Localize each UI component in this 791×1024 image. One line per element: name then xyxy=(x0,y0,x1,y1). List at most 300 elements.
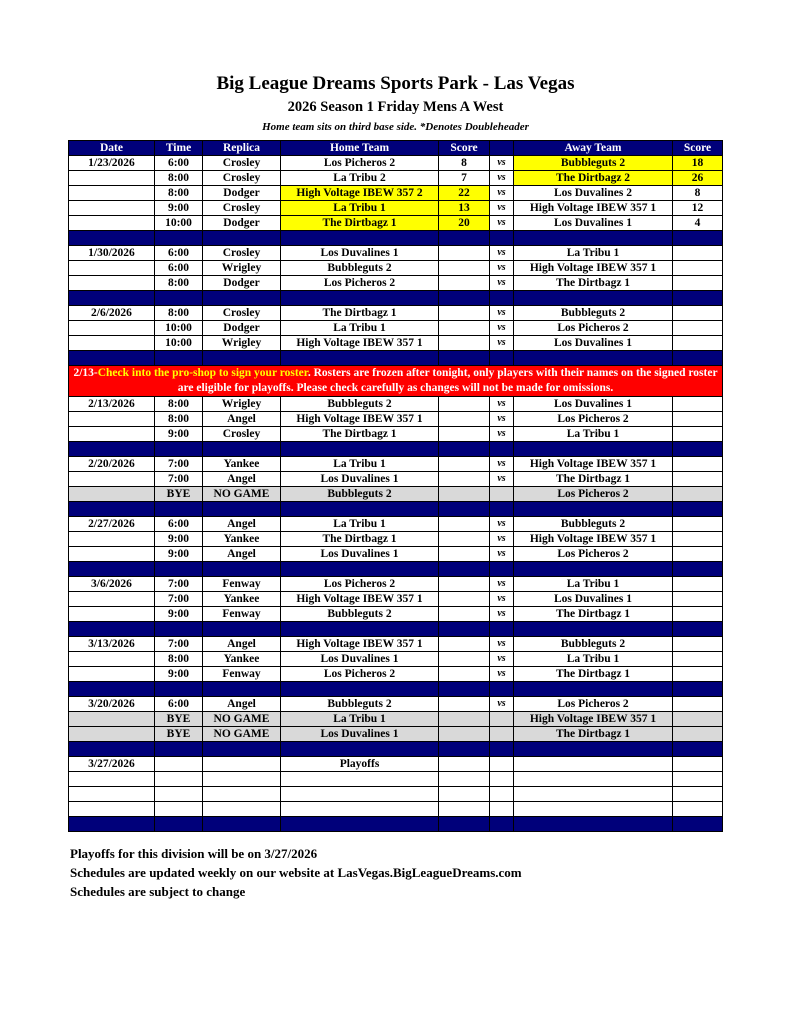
separator-cell xyxy=(203,562,281,577)
game-date xyxy=(69,772,155,787)
home-team: Playoffs xyxy=(281,757,439,772)
week-separator xyxy=(69,442,723,457)
empty-row xyxy=(69,802,723,817)
away-score xyxy=(673,592,723,607)
away-team: Bubbleguts 2 xyxy=(514,517,673,532)
away-score xyxy=(673,412,723,427)
game-date xyxy=(69,487,155,502)
game-time: 8:00 xyxy=(155,412,203,427)
home-team xyxy=(281,802,439,817)
game-row xyxy=(69,261,723,276)
game-date: 2/13/2026 xyxy=(69,397,155,412)
home-team: La Tribu 1 xyxy=(281,201,439,216)
game-row xyxy=(69,577,723,592)
away-team: La Tribu 1 xyxy=(514,652,673,667)
game-time: 7:00 xyxy=(155,577,203,592)
game-time: 7:00 xyxy=(155,457,203,472)
separator-cell xyxy=(514,817,673,832)
separator-cell xyxy=(514,622,673,637)
game-time: BYE xyxy=(155,487,203,502)
separator-cell xyxy=(673,442,723,457)
away-score xyxy=(673,637,723,652)
away-score xyxy=(673,397,723,412)
away-team xyxy=(514,757,673,772)
separator-cell xyxy=(69,231,155,246)
separator-cell xyxy=(281,351,439,366)
game-row xyxy=(69,246,723,261)
separator-cell xyxy=(155,442,203,457)
separator-cell xyxy=(69,562,155,577)
game-time: 6:00 xyxy=(155,697,203,712)
home-score: 7 xyxy=(439,171,490,186)
separator-cell xyxy=(673,231,723,246)
game-time: 6:00 xyxy=(155,517,203,532)
game-date: 2/6/2026 xyxy=(69,306,155,321)
home-score xyxy=(439,637,490,652)
game-time: 7:00 xyxy=(155,637,203,652)
away-score: 26 xyxy=(673,171,723,186)
game-date xyxy=(69,412,155,427)
separator-cell xyxy=(514,351,673,366)
away-score xyxy=(673,727,723,742)
game-row xyxy=(69,186,723,201)
home-score xyxy=(439,276,490,291)
separator-cell xyxy=(155,502,203,517)
home-team: Bubbleguts 2 xyxy=(281,487,439,502)
game-row xyxy=(69,697,723,712)
home-team: Bubbleguts 2 xyxy=(281,607,439,622)
game-row xyxy=(69,457,723,472)
game-date: 2/20/2026 xyxy=(69,457,155,472)
away-team: High Voltage IBEW 357 1 xyxy=(514,532,673,547)
home-team: The Dirtbagz 1 xyxy=(281,427,439,442)
home-team: La Tribu 1 xyxy=(281,517,439,532)
separator-cell xyxy=(439,351,490,366)
game-date: 3/20/2026 xyxy=(69,697,155,712)
game-date xyxy=(69,532,155,547)
away-score: 8 xyxy=(673,186,723,201)
separator-cell xyxy=(155,817,203,832)
away-team: Los Duvalines 1 xyxy=(514,216,673,231)
game-date: 1/30/2026 xyxy=(69,246,155,261)
separator-cell xyxy=(673,817,723,832)
vs-label: vs xyxy=(490,517,514,532)
separator-cell xyxy=(203,351,281,366)
field-replica: Crosley xyxy=(203,201,281,216)
separator-cell xyxy=(673,562,723,577)
notice-rest: . Rosters are frozen after tonight, only players with their names on the signed roster are eligible for playoffs. Please check carefully as changes will not be made for omissions. xyxy=(177,367,718,394)
separator-cell xyxy=(203,291,281,306)
separator-cell xyxy=(439,742,490,757)
away-score xyxy=(673,547,723,562)
home-score xyxy=(439,802,490,817)
away-team: Los Duvalines 1 xyxy=(514,397,673,412)
vs-label xyxy=(490,712,514,727)
game-date xyxy=(69,336,155,351)
field-replica: Crosley xyxy=(203,156,281,171)
home-score xyxy=(439,412,490,427)
separator-cell xyxy=(281,231,439,246)
game-date xyxy=(69,171,155,186)
away-score xyxy=(673,261,723,276)
away-team: Los Duvalines 1 xyxy=(514,592,673,607)
separator-cell xyxy=(490,562,514,577)
home-team: La Tribu 1 xyxy=(281,457,439,472)
game-time: 9:00 xyxy=(155,607,203,622)
separator-cell xyxy=(281,442,439,457)
separator-cell xyxy=(69,817,155,832)
separator-cell xyxy=(439,442,490,457)
field-replica: Dodger xyxy=(203,276,281,291)
field-replica: Crosley xyxy=(203,171,281,186)
separator-cell xyxy=(203,817,281,832)
vs-label: vs xyxy=(490,577,514,592)
home-score xyxy=(439,787,490,802)
week-separator xyxy=(69,291,723,306)
game-time: BYE xyxy=(155,727,203,742)
game-time: 9:00 xyxy=(155,547,203,562)
field-replica: Yankee xyxy=(203,457,281,472)
separator-cell xyxy=(203,622,281,637)
separator-cell xyxy=(203,682,281,697)
home-team: Los Picheros 2 xyxy=(281,156,439,171)
away-team: The Dirtbagz 1 xyxy=(514,607,673,622)
week-separator xyxy=(69,682,723,697)
game-row xyxy=(69,201,723,216)
separator-cell xyxy=(490,442,514,457)
away-team: La Tribu 1 xyxy=(514,427,673,442)
away-score xyxy=(673,787,723,802)
home-team: The Dirtbagz 1 xyxy=(281,306,439,321)
separator-cell xyxy=(203,742,281,757)
home-score xyxy=(439,547,490,562)
home-score xyxy=(439,336,490,351)
game-time: 10:00 xyxy=(155,321,203,336)
separator-cell xyxy=(490,817,514,832)
separator-cell xyxy=(514,562,673,577)
game-date xyxy=(69,802,155,817)
vs-label: vs xyxy=(490,276,514,291)
away-score xyxy=(673,517,723,532)
vs-label: vs xyxy=(490,216,514,231)
field-replica: Angel xyxy=(203,472,281,487)
game-date xyxy=(69,216,155,231)
game-row xyxy=(69,712,723,727)
page-title: Big League Dreams Sports Park - Las Vegas xyxy=(216,73,575,94)
away-score xyxy=(673,652,723,667)
separator-cell xyxy=(155,291,203,306)
game-date xyxy=(69,186,155,201)
home-team: High Voltage IBEW 357 2 xyxy=(281,186,439,201)
game-time xyxy=(155,802,203,817)
separator-cell xyxy=(673,682,723,697)
game-time: 7:00 xyxy=(155,592,203,607)
header-away-score: Score xyxy=(673,141,723,156)
separator-cell xyxy=(155,562,203,577)
away-team: Los Picheros 2 xyxy=(514,547,673,562)
away-score xyxy=(673,276,723,291)
separator-cell xyxy=(281,622,439,637)
home-score xyxy=(439,652,490,667)
home-score xyxy=(439,261,490,276)
separator-cell xyxy=(490,742,514,757)
home-team: High Voltage IBEW 357 1 xyxy=(281,637,439,652)
game-time: 9:00 xyxy=(155,201,203,216)
home-team xyxy=(281,772,439,787)
home-score: 13 xyxy=(439,201,490,216)
roster-notice-text xyxy=(69,366,723,397)
away-team: Los Picheros 2 xyxy=(514,697,673,712)
game-row xyxy=(69,276,723,291)
header-time: Time xyxy=(155,141,203,156)
game-row xyxy=(69,156,723,171)
separator-cell xyxy=(281,817,439,832)
game-date xyxy=(69,321,155,336)
away-score xyxy=(673,712,723,727)
vs-label xyxy=(490,772,514,787)
game-date xyxy=(69,547,155,562)
separator-cell xyxy=(514,502,673,517)
game-date xyxy=(69,201,155,216)
vs-label: vs xyxy=(490,472,514,487)
header-home-team: Home Team xyxy=(281,141,439,156)
separator-cell xyxy=(490,502,514,517)
separator-cell xyxy=(69,442,155,457)
away-score xyxy=(673,772,723,787)
separator-cell xyxy=(155,622,203,637)
separator-cell xyxy=(673,291,723,306)
game-date xyxy=(69,261,155,276)
vs-label: vs xyxy=(490,547,514,562)
vs-label: vs xyxy=(490,321,514,336)
home-score xyxy=(439,727,490,742)
field-replica: Crosley xyxy=(203,306,281,321)
footer-playoffs: Playoffs for this division will be on 3/27/2026 xyxy=(70,846,318,861)
field-replica: Dodger xyxy=(203,216,281,231)
away-team: Bubbleguts 2 xyxy=(514,637,673,652)
separator-cell xyxy=(439,291,490,306)
home-score xyxy=(439,517,490,532)
game-time: BYE xyxy=(155,712,203,727)
separator-cell xyxy=(155,351,203,366)
week-separator xyxy=(69,742,723,757)
vs-label: vs xyxy=(490,397,514,412)
home-team: Los Picheros 2 xyxy=(281,577,439,592)
home-score xyxy=(439,577,490,592)
home-team: Los Duvalines 1 xyxy=(281,246,439,261)
separator-cell xyxy=(673,502,723,517)
notice-date: 2/13- xyxy=(73,367,98,379)
header-home-score: Score xyxy=(439,141,490,156)
field-replica: Wrigley xyxy=(203,261,281,276)
away-score xyxy=(673,757,723,772)
away-team xyxy=(514,772,673,787)
game-row xyxy=(69,727,723,742)
game-time xyxy=(155,787,203,802)
vs-label: vs xyxy=(490,156,514,171)
away-score xyxy=(673,472,723,487)
field-replica: Fenway xyxy=(203,577,281,592)
separator-cell xyxy=(281,682,439,697)
game-row xyxy=(69,306,723,321)
away-team: Bubbleguts 2 xyxy=(514,156,673,171)
separator-cell xyxy=(439,231,490,246)
header-replica: Replica xyxy=(203,141,281,156)
game-row xyxy=(69,472,723,487)
field-replica: Angel xyxy=(203,697,281,712)
vs-label: vs xyxy=(490,652,514,667)
game-row xyxy=(69,487,723,502)
home-score xyxy=(439,321,490,336)
home-score xyxy=(439,427,490,442)
schedule-table xyxy=(68,140,723,832)
home-score xyxy=(439,532,490,547)
separator-cell xyxy=(69,502,155,517)
separator-cell xyxy=(69,622,155,637)
home-team: Los Picheros 2 xyxy=(281,276,439,291)
empty-row xyxy=(69,757,723,772)
separator-cell xyxy=(514,291,673,306)
field-replica xyxy=(203,802,281,817)
game-date: 3/13/2026 xyxy=(69,637,155,652)
away-score xyxy=(673,487,723,502)
away-team: High Voltage IBEW 357 1 xyxy=(514,457,673,472)
home-score xyxy=(439,487,490,502)
separator-cell xyxy=(439,682,490,697)
home-team: The Dirtbagz 1 xyxy=(281,216,439,231)
away-team: High Voltage IBEW 357 1 xyxy=(514,261,673,276)
game-date xyxy=(69,607,155,622)
week-separator xyxy=(69,351,723,366)
field-replica: Crosley xyxy=(203,427,281,442)
separator-cell xyxy=(514,442,673,457)
field-replica: Yankee xyxy=(203,532,281,547)
home-team: High Voltage IBEW 357 1 xyxy=(281,336,439,351)
field-replica: Yankee xyxy=(203,652,281,667)
home-team: Bubbleguts 2 xyxy=(281,697,439,712)
vs-label: vs xyxy=(490,171,514,186)
vs-label: vs xyxy=(490,412,514,427)
away-score: 18 xyxy=(673,156,723,171)
field-replica: Crosley xyxy=(203,246,281,261)
away-score xyxy=(673,802,723,817)
away-score xyxy=(673,697,723,712)
game-time: 6:00 xyxy=(155,246,203,261)
game-time: 9:00 xyxy=(155,427,203,442)
away-team: Bubbleguts 2 xyxy=(514,306,673,321)
separator-cell xyxy=(281,562,439,577)
separator-cell xyxy=(155,742,203,757)
separator-cell xyxy=(490,231,514,246)
home-team-note: Home team sits on third base side. *Denotes Doubleheader xyxy=(262,121,529,133)
away-team: Los Duvalines 2 xyxy=(514,186,673,201)
game-date: 3/6/2026 xyxy=(69,577,155,592)
separator-cell xyxy=(514,742,673,757)
separator-cell xyxy=(673,622,723,637)
game-row xyxy=(69,216,723,231)
home-score: 20 xyxy=(439,216,490,231)
separator-cell xyxy=(490,682,514,697)
separator-cell xyxy=(69,351,155,366)
game-date xyxy=(69,667,155,682)
field-replica: Wrigley xyxy=(203,397,281,412)
away-score xyxy=(673,321,723,336)
week-separator xyxy=(69,817,723,832)
vs-label xyxy=(490,787,514,802)
away-score xyxy=(673,427,723,442)
empty-row xyxy=(69,787,723,802)
game-row xyxy=(69,592,723,607)
game-row xyxy=(69,667,723,682)
field-replica: Fenway xyxy=(203,667,281,682)
vs-label: vs xyxy=(490,336,514,351)
field-replica: Dodger xyxy=(203,321,281,336)
game-row xyxy=(69,547,723,562)
week-separator xyxy=(69,231,723,246)
field-replica: Wrigley xyxy=(203,336,281,351)
separator-cell xyxy=(69,682,155,697)
game-time xyxy=(155,772,203,787)
separator-cell xyxy=(490,622,514,637)
away-score: 4 xyxy=(673,216,723,231)
away-team: La Tribu 1 xyxy=(514,577,673,592)
game-date: 3/27/2026 xyxy=(69,757,155,772)
game-row xyxy=(69,321,723,336)
game-time: 6:00 xyxy=(155,156,203,171)
game-date: 2/27/2026 xyxy=(69,517,155,532)
game-time: 9:00 xyxy=(155,532,203,547)
field-replica xyxy=(203,757,281,772)
home-score xyxy=(439,757,490,772)
separator-cell xyxy=(514,231,673,246)
away-score xyxy=(673,306,723,321)
game-time: 7:00 xyxy=(155,472,203,487)
away-team: Los Picheros 2 xyxy=(514,412,673,427)
vs-label: vs xyxy=(490,532,514,547)
away-score xyxy=(673,667,723,682)
home-score xyxy=(439,457,490,472)
field-replica: Fenway xyxy=(203,607,281,622)
week-separator xyxy=(69,622,723,637)
home-score xyxy=(439,667,490,682)
game-date xyxy=(69,712,155,727)
home-score xyxy=(439,306,490,321)
home-team: Los Duvalines 1 xyxy=(281,652,439,667)
home-team xyxy=(281,787,439,802)
field-replica xyxy=(203,787,281,802)
separator-cell xyxy=(281,291,439,306)
vs-label xyxy=(490,802,514,817)
game-row xyxy=(69,171,723,186)
separator-cell xyxy=(439,502,490,517)
away-score xyxy=(673,607,723,622)
game-row xyxy=(69,397,723,412)
vs-label xyxy=(490,727,514,742)
home-team: Bubbleguts 2 xyxy=(281,397,439,412)
home-score: 8 xyxy=(439,156,490,171)
header-away-team: Away Team xyxy=(514,141,673,156)
vs-label: vs xyxy=(490,457,514,472)
game-row xyxy=(69,427,723,442)
field-replica: Angel xyxy=(203,637,281,652)
game-time: 6:00 xyxy=(155,261,203,276)
away-team xyxy=(514,787,673,802)
game-date xyxy=(69,276,155,291)
vs-label: vs xyxy=(490,246,514,261)
separator-cell xyxy=(203,231,281,246)
field-replica: NO GAME xyxy=(203,712,281,727)
page-subtitle: 2026 Season 1 Friday Mens A West xyxy=(287,99,504,115)
